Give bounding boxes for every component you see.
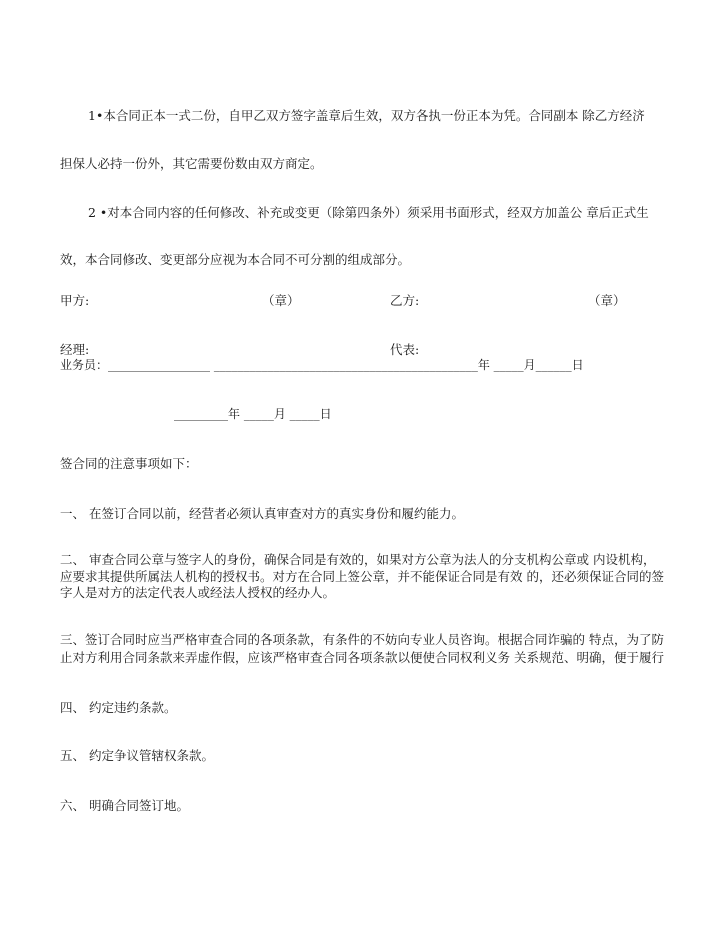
note-2-line-1: 二、 审查合同公章与签字人的身份，确保合同是有效的，如果对方公章为法人的分支机构公章或 内设机构， bbox=[60, 552, 656, 567]
representative-label: 代表: bbox=[390, 342, 420, 357]
note-2-line-3: 字人是对方的法定代表人或经法人授权的经办人。 bbox=[60, 585, 336, 600]
party-b-seal: （章） bbox=[588, 293, 626, 308]
note-6: 六、 明确合同签订地。 bbox=[60, 798, 189, 813]
signing-date-line: _________年 _____月 _____日 bbox=[174, 407, 332, 421]
notes-heading: 签合同的注意事项如下： bbox=[60, 456, 198, 471]
note-1: 一、 在签订合同以前，经营者必须认真审查对方的真实身份和履约能力。 bbox=[60, 506, 464, 521]
clause-2-line-2: 效，本合同修改、变更部分应视为本合同不可分割的组成部分。 bbox=[60, 252, 411, 267]
clause-2-line-1: 2 •对本合同内容的任何修改、补充或变更（除第四条外）须采用书面形式，经双方加盖公 章后正式生 bbox=[88, 205, 649, 220]
clause-1-line-1: 1•本合同正本一式二份，自甲乙双方签字盖章后生效，双方各执一份正本为凭。合同副本 除乙方经济 bbox=[88, 108, 645, 123]
note-3-line-1: 三、签订合同时应当严格审查合同的各项条款，有条件的不妨向专业人员咨询。根据合同诈骗的 特点，为了防 bbox=[60, 632, 664, 647]
clerk-signature-line: 业务员：_________________ ____________________________________________年 _____月______日 bbox=[60, 358, 584, 372]
note-3-line-2: 止对方利用合同条款来弄虚作假，应该严格审查合同各项条款以便使合同权利义务 关系规范、明确，便于履行 bbox=[60, 650, 664, 665]
manager-label: 经理: bbox=[60, 342, 90, 357]
note-5: 五、 约定争议管辖权条款。 bbox=[60, 748, 214, 763]
clause-1-line-2: 担保人必持一份外，其它需要份数由双方商定。 bbox=[60, 156, 323, 171]
party-a-label: 甲方: bbox=[60, 293, 90, 308]
note-2-line-2: 应要求其提供所属法人机构的授权书。对方在合同上签公章，并不能保证合同是有效 的，还必须保证合同的签 bbox=[60, 569, 664, 584]
note-4: 四、 约定违约条款。 bbox=[60, 700, 177, 715]
party-b-label: 乙方: bbox=[390, 293, 420, 308]
party-a-seal: （章） bbox=[262, 293, 300, 308]
